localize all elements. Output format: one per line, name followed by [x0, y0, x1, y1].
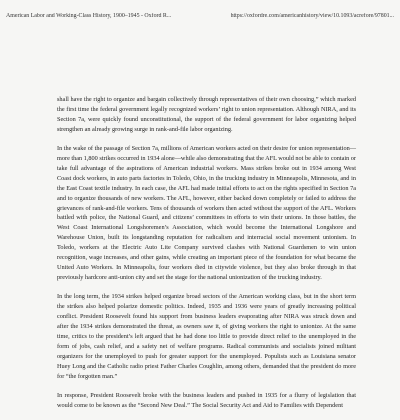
paragraph: In the long term, the 1934 strikes helped organize broad sectors of the American working class, but in the short term the strikes also helped polarize domestic politics. Indeed, 1935 and 1936 were years of greatly increasing political conflict. President Roosevelt found his support from business leaders evaporating after NIRA was struck down and after the 1934 strikes demonstrated the threat, as owners saw it, of giving workers the right to unionize. At the same time, critics to the president’s left argued that he had done too little to provide direct relief to the unemployed in the form of jobs, cash relief, and a safety net of welfare programs. Radical communists and socialists joined militant organizers for the unemployed to push for greater support for the unemployed. Populists such as Louisiana senator Huey Long and the Catholic radio priest Father Charles Coughlin, among others, demanded that the president do more for “the forgotten man.”: [57, 293, 356, 380]
paragraph: shall have the right to organize and bargain collectively through representatives of their own choosing,” which marked the first time the federal government legally recognized workers’ right to union representation. Although NIRA, and its Section 7a, were quickly found unconstitutional, the support of the federal government for labor organizing helped strengthen an already growing surge in rank-and-file labor organizing.: [57, 96, 356, 133]
header-url: https://oxfordre.com/americanhistory/view/10.1093/acrefore/97801...: [230, 13, 394, 19]
header-title: American Labor and Working-Class History, 1900–1945 - Oxford R...: [6, 13, 172, 19]
paragraph: In response, President Roosevelt broke with the business leaders and pushed in 1935 for a flurry of legislation that would come to be known as the “Second New Deal.” The Social Security Act and Aid to Families with Dependent: [57, 391, 356, 409]
running-header: [6, 13, 394, 19]
article-body: [57, 95, 356, 420]
paragraph: In the wake of the passage of Section 7a, millions of American workers acted on their desire for union representation—more than 1,800 strikes occurred in 1934 alone—while also demonstrating that the AFL would not be able to contain or take full advantage of the aspirations of American industrial workers. Mass strikes broke out in 1934 among West Coast dock workers, in auto parts factories in Toledo, Ohio, in the trucking industry in Minneapolis, Minnesota, and in the East Coast textile industry. In each case, the AFL had made initial efforts to act on the rights specified in Section 7a and to organize thousands of new workers. The AFL, however, either backed down completely or failed to address the grievances of rank-and-file workers. Tens of thousands of workers then acted without the support of the AFL. Workers battled with police, the National Guard, and citizens’ committees in efforts to win their unions. In those battles, the West Coast International Longshoremen’s Association, which would become the International Longshore and Warehouse Union, built its longstanding reputation for radicalism and interracial social movement unionism. In Toledo, workers at the Electric Auto Lite Company survived clashes with National Guardsmen to win union recognition, wage increases, and other gains, while creating an important piece of the foundation for what became the United Auto Workers. In Minneapolis, four workers died in citywide violence, but they also broke through in that previously hardcore anti-union city and set the stage for the national unionization of the trucking industry.: [57, 145, 357, 281]
